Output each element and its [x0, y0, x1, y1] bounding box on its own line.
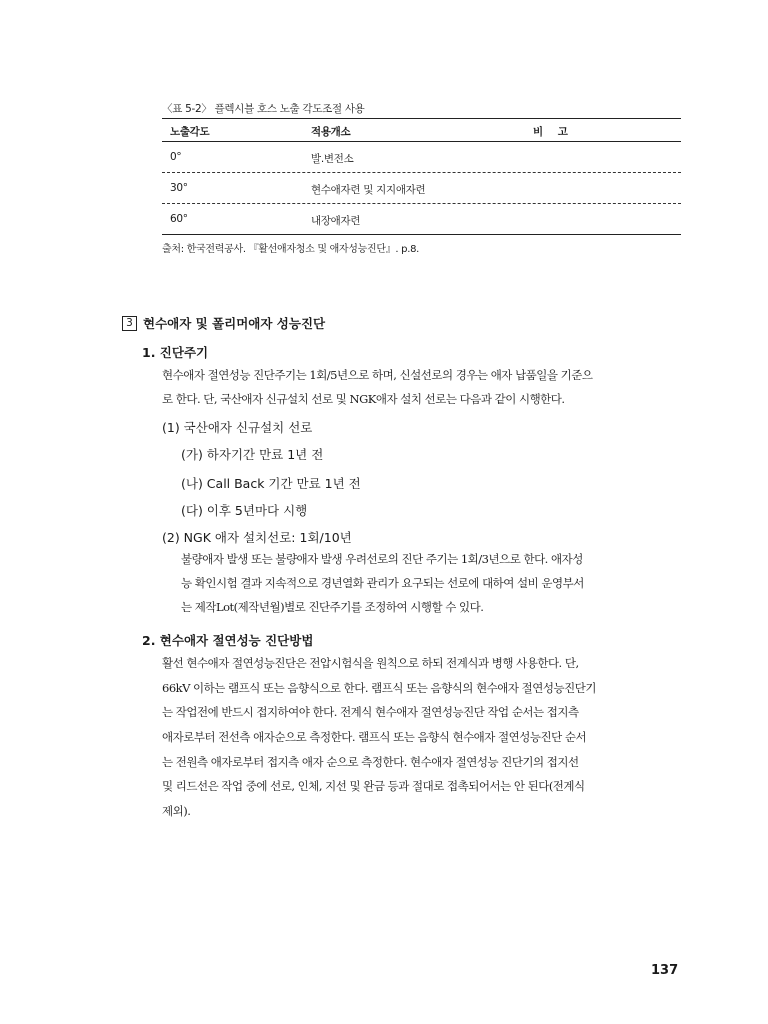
table-row [162, 173, 681, 203]
header-location: 적용개소 [311, 126, 351, 138]
table-row [162, 204, 681, 234]
table-bottom-rule [162, 234, 681, 235]
cell-location: 현수애자련 및 지지애자련 [311, 184, 426, 196]
paragraph-line: 애자로부터 전선측 애자순으로 측정한다. 램프식 또는 음향식 현수애자 절연성능진단 순서 [162, 730, 587, 744]
table-row [162, 142, 681, 172]
paragraph-line: 현수애자 절연성능 진단주기는 1회/5년으로 하며, 신설선로의 경우는 애자 납품일을 기준으 [162, 368, 593, 382]
header-angle: 노출각도 [170, 126, 210, 138]
list-item: (가) 하자기간 만료 1년 전 [181, 447, 324, 462]
cell-location: 발.변전소 [311, 153, 354, 165]
paragraph-line: 제외). [162, 804, 191, 818]
paragraph-line: 활선 현수애자 절연성능진단은 전압시험식을 원칙으로 하되 전계식과 병행 사용한다. 단, [162, 656, 579, 670]
header-remarks: 비 고 [533, 126, 568, 138]
section-number-box: 3 [122, 316, 137, 331]
page-number: 137 [651, 963, 679, 978]
cell-location: 내장애자련 [311, 215, 361, 227]
section-heading [122, 314, 325, 332]
paragraph-line: 는 제작Lot(제작년월)별로 진단주기를 조정하여 시행할 수 있다. [181, 600, 484, 614]
angle-table [162, 118, 681, 235]
cell-angle: 30° [170, 182, 188, 194]
subsection-heading-cycle: 1. 진단주기 [142, 345, 209, 360]
table-header-row [162, 119, 681, 141]
paragraph-line: 는 전원측 애자로부터 접지측 애자 순으로 측정한다. 현수애자 절연성능 진단기의 접지선 [162, 755, 579, 769]
cell-angle: 0° [170, 151, 182, 163]
paragraph-line: 능 확인시험 결과 지속적으로 경년열화 관리가 요구되는 선로에 대하여 설비 운영부서 [181, 576, 584, 590]
paragraph-line: 는 작업전에 반드시 접지하여야 한다. 전계식 현수애자 절연성능진단 작업 순서는 접지측 [162, 705, 579, 719]
subsection-heading-method: 2. 현수애자 절연성능 진단방법 [142, 633, 314, 648]
cell-angle: 60° [170, 213, 188, 225]
paragraph-line: 및 리드선은 작업 중에 선로, 인체, 지선 및 완금 등과 절대로 접촉되어서는 안 된다(전계식 [162, 779, 585, 793]
list-item: (다) 이후 5년마다 시행 [181, 503, 308, 518]
list-item: (나) Call Back 기간 만료 1년 전 [181, 476, 361, 491]
table-source: 출처: 한국전력공사. 『활선애자청소 및 애자성능진단』. p.8. [162, 244, 420, 255]
paragraph-line: 66kV 이하는 램프식 또는 음향식으로 한다. 램프식 또는 음향식의 현수애자 절연성능진단기 [162, 681, 596, 695]
paragraph-line: 로 한다. 단, 국산애자 신규설치 선로 및 NGK애자 설치 선로는 다음과 같이 시행한다. [162, 392, 565, 406]
item-heading-ngk: (2) NGK 애자 설치선로: 1회/10년 [162, 530, 352, 545]
table-caption: 〈표 5-2〉 플렉시블 호스 노출 각도조절 사용 [162, 103, 365, 115]
paragraph-line: 불량애자 발생 또는 불량애자 발생 우려선로의 진단 주기는 1회/3년으로 한다. 애자성 [181, 552, 583, 566]
section-title: 현수애자 및 폴리머애자 성능진단 [143, 316, 326, 331]
item-heading-domestic: (1) 국산애자 신규설치 선로 [162, 420, 313, 435]
